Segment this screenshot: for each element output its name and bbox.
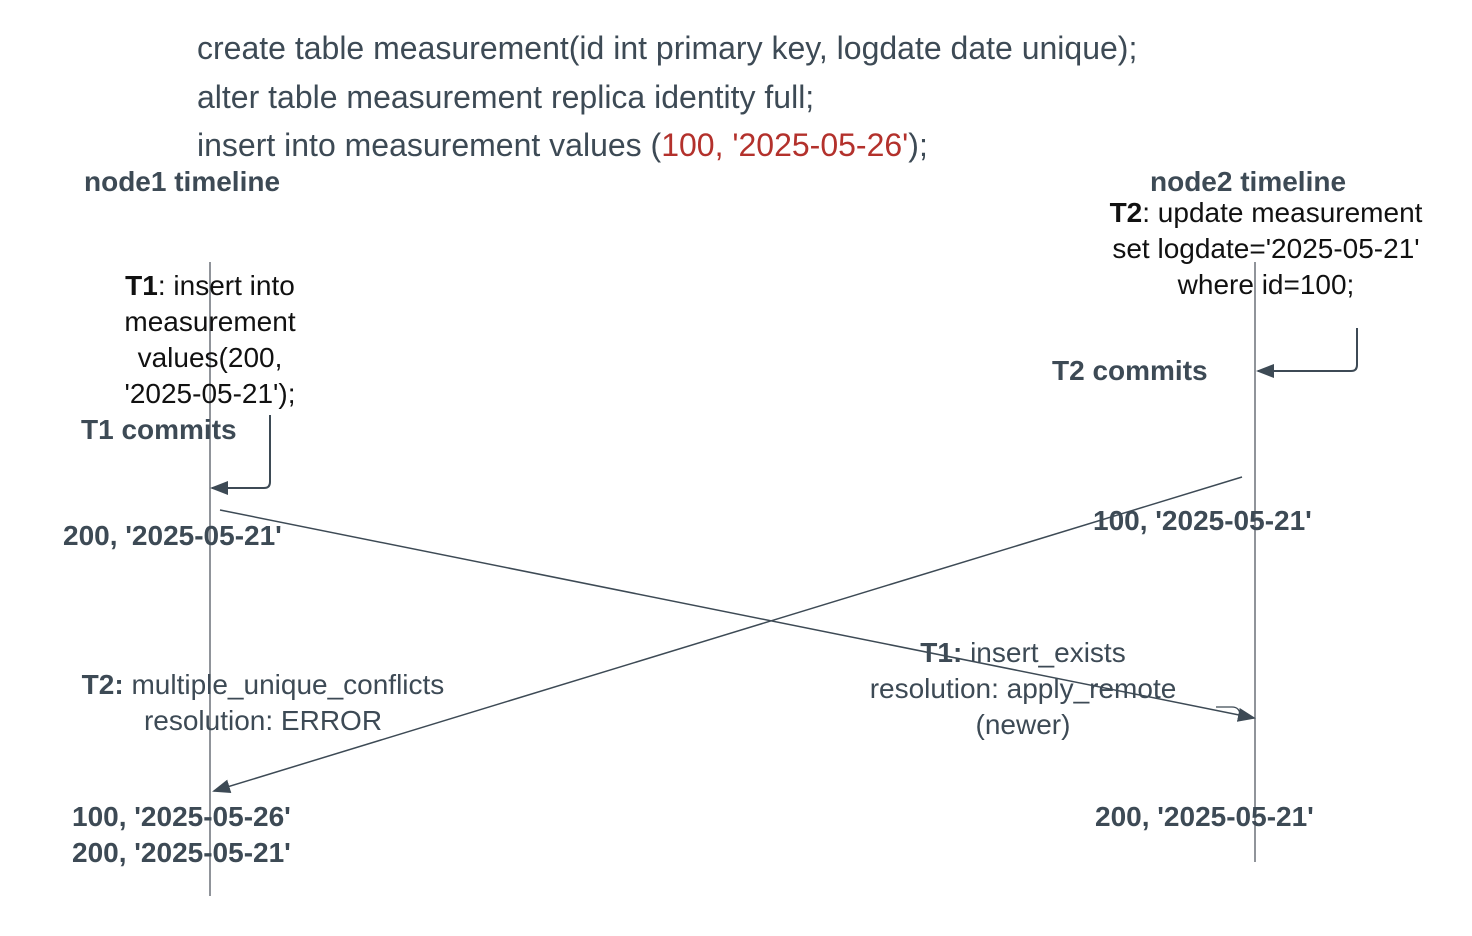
node1-timeline-title: node1 timeline	[84, 166, 281, 197]
t2-commit-arrow	[1258, 328, 1357, 371]
node1-t1-stmt-line4: '2025-05-21');	[124, 378, 296, 409]
node1-t2-conflict-tag: T2:	[81, 669, 124, 700]
t2-replication-arrow	[214, 477, 1242, 791]
node2-t2-commits: T2 commits	[1052, 355, 1208, 386]
node1-final-row2: 200, '2025-05-21'	[72, 837, 291, 868]
node1-t2-conflict-text: multiple_unique_conflicts	[123, 669, 445, 700]
node1-t1-stmt-line3: values(200,	[137, 342, 283, 373]
node2-t1-conflict	[848, 635, 1198, 743]
node1-state-after-t1: 200, '2025-05-21'	[63, 520, 282, 551]
node1-t1-statement	[60, 268, 360, 412]
node1-t1-tag: T1	[125, 270, 158, 301]
setup-insert-suffix: );	[908, 127, 928, 163]
setup-alter-table: alter table measurement replica identity full;	[197, 79, 815, 115]
node2-t1-resolution: resolution: apply_remote	[869, 673, 1177, 704]
setup-insert-values: 100, '2025-05-26'	[661, 127, 909, 163]
node2-t2-statement	[1066, 195, 1466, 303]
setup-insert-prefix: insert into measurement values (	[197, 127, 662, 163]
node2-t2-tag: T2	[1109, 197, 1143, 228]
node1-t1-stmt-line1: : insert into	[157, 270, 295, 301]
node2-final-row: 200, '2025-05-21'	[1095, 801, 1314, 832]
node2-t2-stmt-line2: set logdate='2025-05-21'	[1112, 233, 1420, 264]
node2-t1-conflict-tag: T1:	[920, 637, 963, 668]
node2-t1-resolution-note: (newer)	[975, 709, 1071, 740]
node2-t2-stmt-line3: where id=100;	[1177, 269, 1355, 300]
setup-create-table: create table measurement(id int primary key, logdate date unique);	[197, 30, 1138, 66]
node2-timeline-title: node2 timeline	[1150, 166, 1347, 197]
node1-t1-stmt-line2: measurement	[124, 306, 296, 337]
node2-t2-stmt-line1: : update measurement	[1142, 197, 1423, 228]
node1-t1-commits: T1 commits	[81, 414, 237, 445]
node1-t2-resolution: resolution: ERROR	[143, 705, 383, 736]
node1-final-row1: 100, '2025-05-26'	[72, 801, 291, 832]
node2-t1-conflict-text: insert_exists	[962, 637, 1126, 668]
node1-t2-conflict	[40, 667, 486, 739]
node2-state-after-t2: 100, '2025-05-21'	[1093, 505, 1312, 536]
